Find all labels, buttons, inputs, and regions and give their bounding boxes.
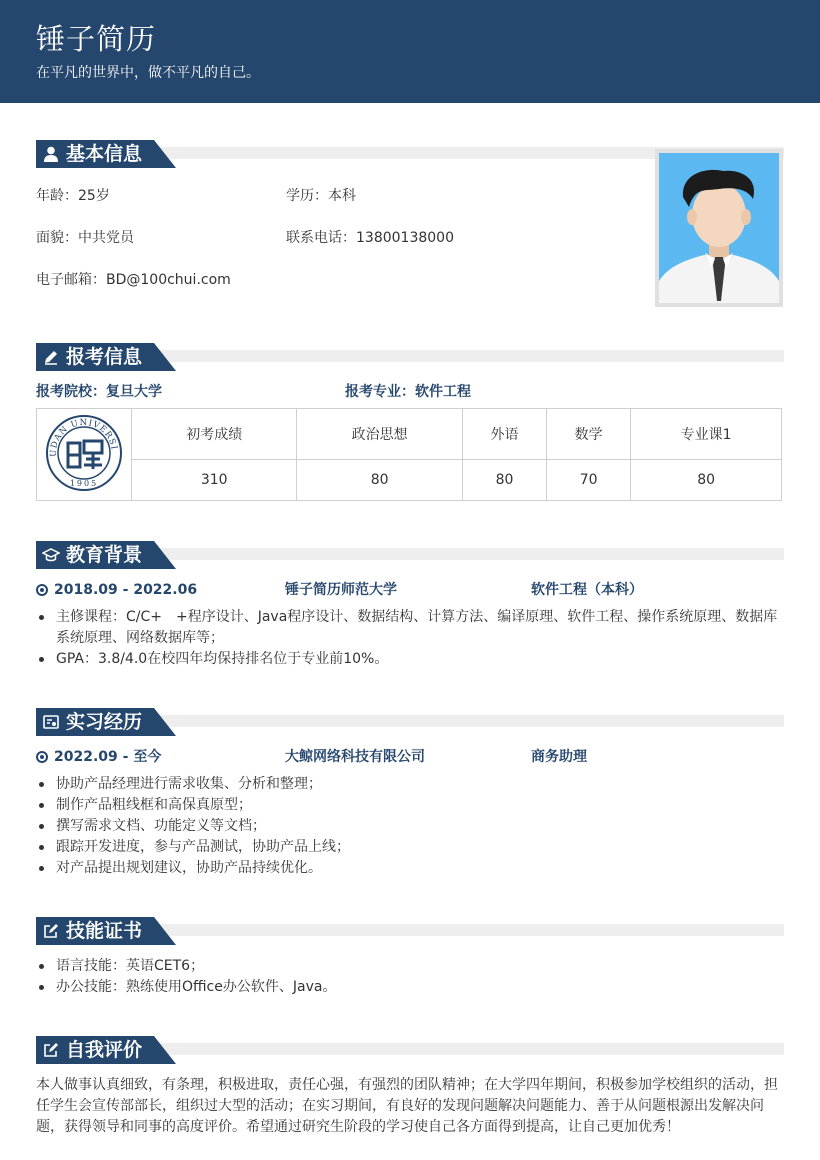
education-major: 软件工程（本科） [531,582,643,598]
profile-photo [655,149,783,307]
internship-details [36,774,786,879]
university-logo-cell [37,409,132,501]
list-item: 对产品提出规划建议，协助产品持续优化。 [36,858,786,879]
skills-list [36,956,786,998]
timeline-dot-icon [36,751,48,763]
score-value: 80 [297,459,462,500]
age-field: 年龄：25岁 [36,188,110,204]
score-header: 初考成绩 [132,409,297,460]
political-status-field: 面貌：中共党员 [36,230,134,246]
section-title: 自我评价 [66,1039,143,1061]
avatar-illustration [659,153,779,303]
list-item: 语言技能：英语CET6； [36,956,786,977]
self-evaluation-text: 本人做事认真细致，有条理，积极进取，责任心强，有强烈的团队精神；在大学四年期间，积极参加学校组织的活动，担任学生会宣传部部长，组织过大型的活动；在实习期间，有良好的发现问题解决问题能力、善于从问题根源出发解决问题，获得领导和同事的高度评价。希望通过研究生阶段的学习使自己各方面得到提高，让自己更加优秀！ [36,1077,778,1135]
list-item: 制作产品粗线框和高保真原型； [36,795,786,816]
section-self-evaluation [36,1036,784,1064]
score-header: 专业课1 [631,409,782,460]
resume-header [0,0,820,103]
user-icon [42,145,60,163]
list-item: GPA：3.8/4.0在校四年均保持排名位于专业前10%。 [36,649,786,670]
graduation-cap-icon [42,546,60,564]
score-value: 70 [547,459,631,500]
list-item: 跟踪开发进度，参与产品测试，协助产品上线； [36,837,786,858]
section-title: 基本信息 [66,143,143,165]
internship-company: 大鲸网络科技有限公司 [285,749,425,765]
list-item: 协助产品经理进行需求收集、分析和整理； [36,774,786,795]
section-title: 教育背景 [66,544,143,566]
score-header: 数学 [547,409,631,460]
resume-subtitle: 在平凡的世界中，做不平凡的自己。 [36,65,260,81]
education-period: 2018.09 - 2022.06 [54,582,198,598]
internship-period: 2022.09 - 至今 [54,749,162,765]
score-value: 310 [132,459,297,500]
phone-field: 联系电话：13800138000 [286,230,454,246]
edit-icon [42,922,60,940]
edit-icon [42,1041,60,1059]
internship-role: 商务助理 [531,749,587,765]
education-level-field: 学历：本科 [286,188,356,204]
target-school: 报考院校：复旦大学 [36,384,162,400]
section-title: 实习经历 [66,711,143,733]
target-major: 报考专业：软件工程 [345,384,471,400]
university-logo [44,413,124,493]
score-header: 政治思想 [297,409,462,460]
score-header: 外语 [462,409,546,460]
resume-title: 锤子简历 [36,22,157,56]
timeline-dot-icon [36,584,48,596]
list-item: 办公技能：熟练使用Office办公软件、Java。 [36,977,786,998]
section-title: 技能证书 [66,920,143,942]
section-education [36,541,784,569]
pen-icon [42,348,60,366]
section-title: 报考信息 [66,346,143,368]
logo-text: UDAN UNIVERSI [48,417,119,457]
briefcase-icon [42,713,60,731]
section-exam-info [36,343,784,371]
education-details [36,607,786,670]
education-school: 锤子简历师范大学 [285,582,397,598]
list-item: 撰写需求文档、功能定义等文档； [36,816,786,837]
score-value: 80 [462,459,546,500]
logo-year: 1905 [69,478,99,488]
section-skills [36,917,784,945]
score-table [36,408,782,501]
score-value: 80 [631,459,782,500]
email-field: 电子邮箱：BD@100chui.com [36,272,231,288]
section-internship [36,708,784,736]
list-item: 主修课程：C/C+ +程序设计、Java程序设计、数据结构、计算方法、编译原理、软件工程、操作系统原理、数据库系统原理、网络数据库等； [36,607,786,649]
